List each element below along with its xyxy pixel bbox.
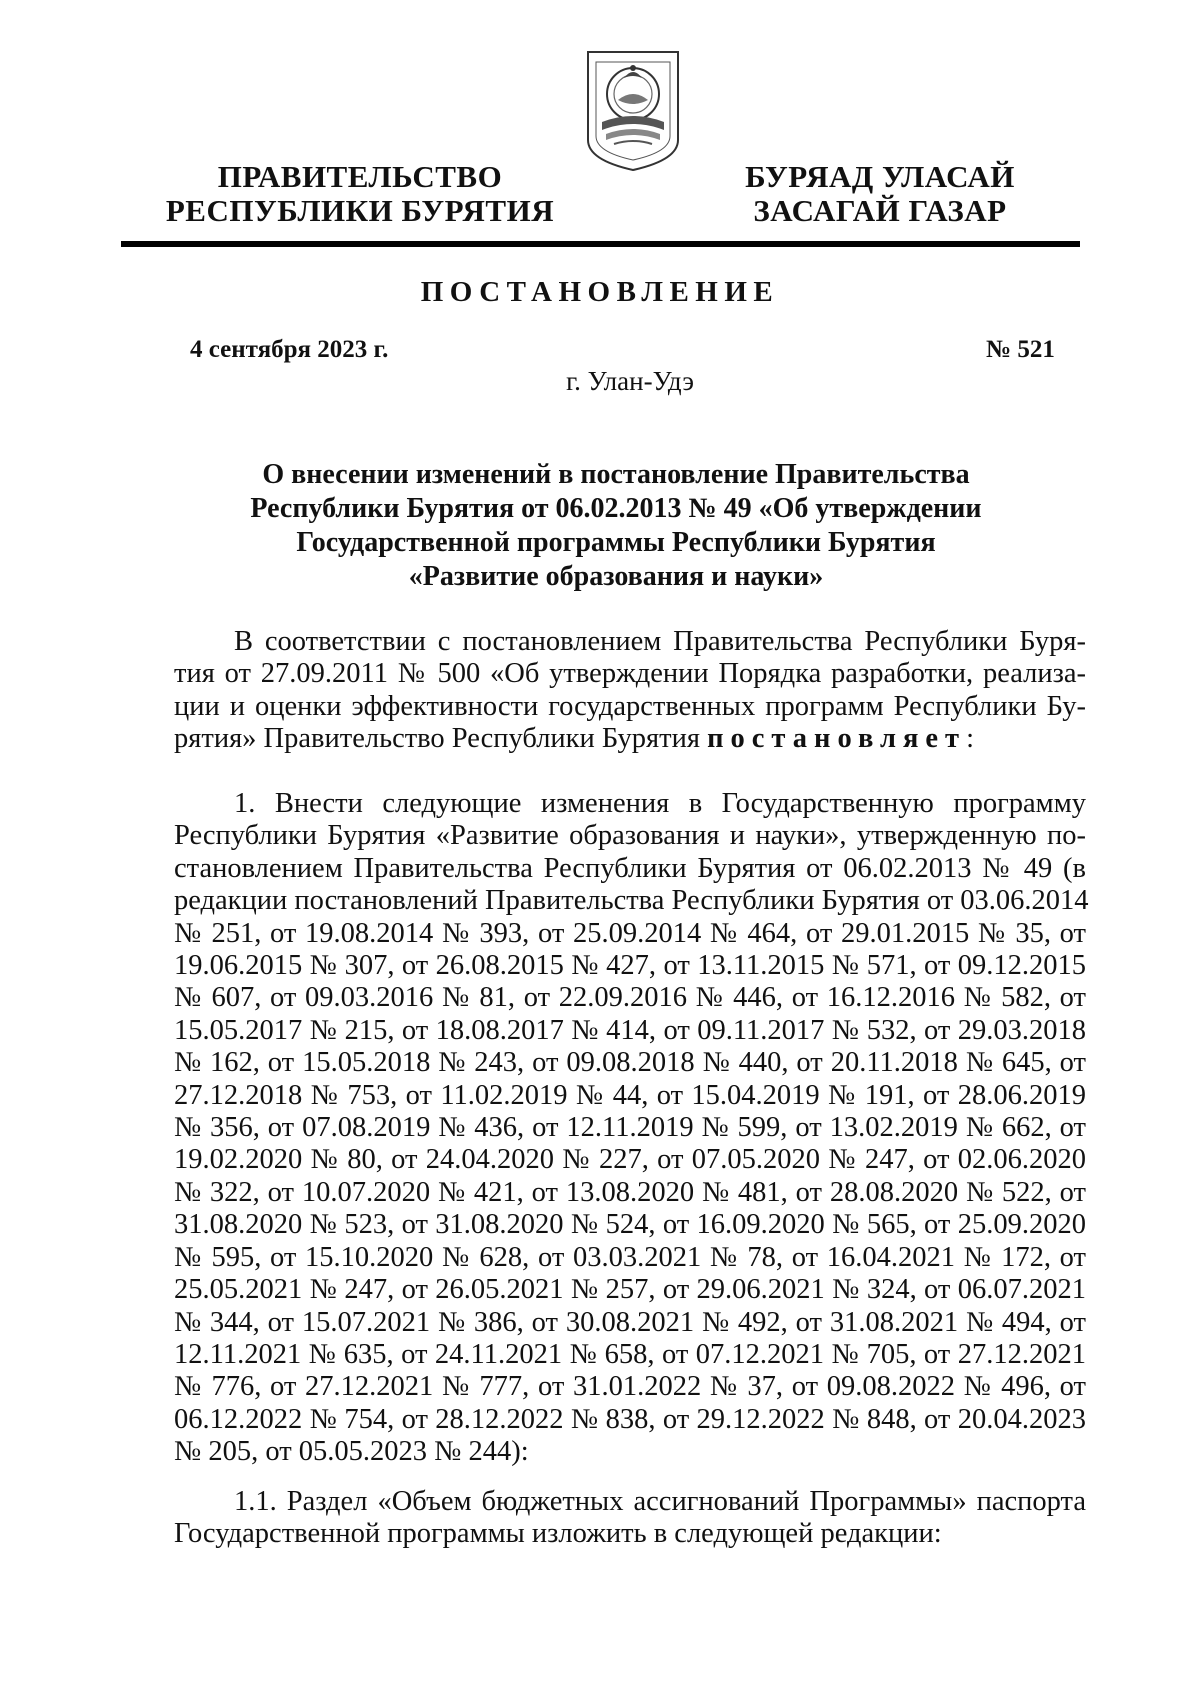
- header-left-line1: ПРАВИТЕЛЬСТВО: [217, 159, 503, 194]
- paragraph-line: 31.08.2020 № 523, от 31.08.2020 № 524, от 16.09.2020 № 565, от 25.09.2020: [174, 1209, 1086, 1241]
- document-title: [200, 458, 1032, 594]
- header-right-line2: ЗАСАГАЙ ГАЗАР: [753, 193, 1007, 228]
- resolves-keyword: постановляет: [707, 723, 967, 755]
- paragraph-line: № 776, от 27.12.2021 № 777, от 31.01.2022 № 37, от 09.08.2022 № 496, от: [174, 1371, 1086, 1403]
- paragraph-line: В соответствии с постановлением Правительства Республики Буря-: [234, 626, 1086, 657]
- paragraph-text: рятия» Правительство Республики Бурятия: [174, 723, 708, 755]
- paragraph-line: № 205, от 05.05.2023 № 244):: [174, 1436, 529, 1468]
- paragraph-line: тия от 27.09.2011 № 500 «Об утверждении Порядка разработки, реализа-: [174, 658, 1086, 690]
- title-line: О внесении изменений в постановление Правительства: [262, 459, 970, 490]
- preamble-paragraph: [174, 626, 1086, 756]
- paragraph-line: № 162, от 15.05.2018 № 243, от 09.08.2018 № 440, от 20.11.2018 № 645, от: [174, 1047, 1086, 1079]
- title-line: «Развитие образования и науки»: [408, 561, 824, 592]
- paragraph-line: 27.12.2018 № 753, от 11.02.2019 № 44, от 15.04.2019 № 191, от 28.06.2019: [174, 1079, 1086, 1111]
- title-line: Республики Бурятия от 06.02.2013 № 49 «Об утверждении: [250, 493, 982, 524]
- paragraph-line: № 356, от 07.08.2019 № 436, от 12.11.2019 № 599, от 13.02.2019 № 662, от: [174, 1112, 1086, 1144]
- paragraph-line: № 344, от 15.07.2021 № 386, от 30.08.2021 № 492, от 31.08.2021 № 494, от: [174, 1306, 1086, 1338]
- paragraph-line: 25.05.2021 № 247, от 26.05.2021 № 257, от 29.06.2021 № 324, от 06.07.2021: [174, 1274, 1086, 1306]
- paragraph-line: становлением Правительства Республики Бурятия от 06.02.2013 № 49 (в: [174, 852, 1086, 884]
- paragraph-line: 15.05.2017 № 215, от 18.08.2017 № 414, от 09.11.2017 № 532, от 29.03.2018: [174, 1014, 1086, 1046]
- paragraph-line: 19.02.2020 № 80, от 24.04.2020 № 227, от 07.05.2020 № 247, от 02.06.2020: [174, 1144, 1086, 1176]
- coat-of-arms-icon: [584, 48, 682, 174]
- paragraph-line: № 607, от 09.03.2016 № 81, от 22.09.2016 № 446, от 16.12.2016 № 582, от: [174, 982, 1086, 1014]
- paragraph-line: [174, 723, 1086, 755]
- header-right-line1: БУРЯАД УЛАСАЙ: [745, 159, 1015, 194]
- paragraph-line: № 595, от 15.10.2020 № 628, от 03.03.2021 № 78, от 16.04.2021 № 172, от: [174, 1241, 1086, 1273]
- paragraph-line: 1.1. Раздел «Объем бюджетных ассигнований Программы» паспорта: [234, 1486, 1086, 1517]
- paragraph-line: 19.06.2015 № 307, от 26.08.2015 № 427, от 13.11.2015 № 571, от 09.12.2015: [174, 950, 1086, 982]
- paragraph-line: ции и оценки эффективности государственных программ Республики Бу-: [174, 690, 1086, 722]
- document-number: № 521: [986, 336, 1055, 363]
- paragraph-line: 12.11.2021 № 635, от 24.11.2021 № 658, от 07.12.2021 № 705, от 27.12.2021: [174, 1338, 1086, 1370]
- document-city: г. Улан-Удэ: [566, 366, 694, 396]
- paragraph-line: 1. Внести следующие изменения в Государственную программу: [234, 788, 1086, 819]
- document-date: 4 сентября 2023 г.: [190, 336, 389, 363]
- header-government-bua: [740, 160, 1020, 228]
- paragraph-line: № 322, от 10.07.2020 № 421, от 13.08.2020 № 481, от 28.08.2020 № 522, от: [174, 1176, 1086, 1208]
- title-line: Государственной программы Республики Бурятия: [296, 527, 936, 558]
- paragraph-line: Республики Бурятия «Развитие образования и науки», утвержденную по-: [174, 820, 1086, 852]
- document-type: ПОСТАНОВЛЕНИЕ: [420, 276, 780, 308]
- header-left-line2: РЕСПУБЛИКИ БУРЯТИЯ: [165, 193, 555, 228]
- paragraph-line: № 251, от 19.08.2014 № 393, от 25.09.2014 № 464, от 29.01.2015 № 35, от: [174, 917, 1086, 949]
- paragraph-punctuation: :: [966, 723, 974, 755]
- header-government-ru: [160, 160, 560, 228]
- paragraph-line: 06.12.2022 № 754, от 28.12.2022 № 838, от 29.12.2022 № 848, от 20.04.2023: [174, 1403, 1086, 1435]
- section-paragraph: [174, 1486, 1086, 1551]
- amendment-paragraph: [174, 788, 1089, 1469]
- header-divider: [121, 241, 1080, 247]
- paragraph-line: Государственной программы изложить в следующей редакции:: [174, 1518, 942, 1550]
- paragraph-line: редакции постановлений Правительства Республики Бурятия от 03.06.2014: [174, 885, 1089, 917]
